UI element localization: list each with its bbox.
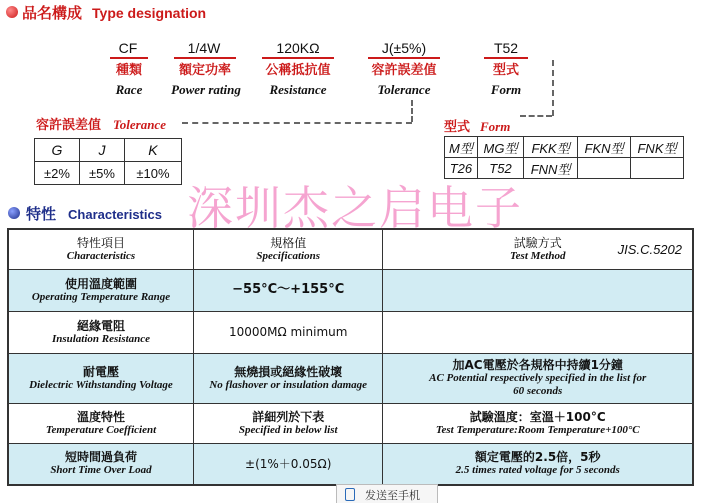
header-test-cn: 試驗方式: [513, 235, 562, 250]
tolerance-label: [36, 114, 166, 134]
tolerance-table: [34, 138, 182, 185]
row-test-cn: 試驗溫度：室溫＋100°C: [469, 409, 606, 424]
designation-heading: [22, 2, 206, 23]
header-test-en: Test Method: [509, 249, 566, 262]
part-code-tolerance: J(±5%): [381, 40, 427, 56]
row-test: [383, 269, 693, 311]
header-item-cn: 特性項目: [76, 235, 125, 250]
send-to-phone-label: 发送至手机: [365, 489, 420, 502]
row-item-en: Dielectric Withstanding Voltage: [29, 378, 173, 391]
row-test: [383, 311, 693, 353]
header-standard: JIS.C.5202: [617, 242, 682, 257]
row-item: [8, 443, 193, 485]
form-label: [444, 116, 510, 136]
watermark-text: 深圳杰之启电子: [187, 181, 523, 235]
header-item-en: Characteristics: [66, 249, 136, 262]
table-row: [8, 443, 693, 485]
tolerance-value: ±10%: [124, 162, 181, 185]
table-row: [8, 269, 693, 311]
row-item: [8, 311, 193, 353]
part-en-form: Form: [490, 82, 522, 97]
bullet-icon: [8, 207, 20, 219]
table-row: [8, 353, 693, 403]
form-cell: T26: [445, 158, 478, 179]
tolerance-label-en: Tolerance: [113, 117, 166, 132]
header-item: [8, 229, 193, 269]
row-item-cn: 短時間過負荷: [64, 450, 137, 465]
tolerance-letter: J: [79, 139, 124, 162]
row-item-en: Temperature Coefficient: [45, 423, 157, 436]
row-item-en: Insulation Resistance: [51, 332, 151, 345]
part-code-resistance: 120KΩ: [276, 40, 320, 56]
tolerance-value: ±5%: [79, 162, 124, 185]
form-label-cn: 型式: [444, 120, 471, 135]
part-en-resistance: Resistance: [269, 82, 327, 97]
row-spec-cn: ±(1%＋0.05Ω): [245, 456, 332, 471]
row-test-en: 2.5 times rated voltage for 5 seconds: [455, 464, 620, 477]
form-cell: FKN型: [578, 137, 631, 158]
characteristics-title-cn: 特性: [26, 205, 57, 223]
part-code-power: 1/4W: [187, 40, 221, 56]
part-en-tolerance: Tolerance: [377, 82, 431, 97]
connector-line: [411, 100, 413, 122]
row-test-en-2: 60 seconds: [513, 385, 563, 397]
form-cell: FNK型: [631, 137, 684, 158]
row-spec: [193, 403, 382, 443]
row-item: [8, 353, 193, 403]
characteristics-heading: [26, 203, 162, 224]
row-item-en: Operating Temperature Range: [31, 290, 171, 303]
row-spec: [193, 311, 382, 353]
row-test-cn: 加AC電壓於各規格中持續1分鐘: [452, 358, 623, 372]
row-test-en: Test Temperature:Room Temperature+100°C: [435, 423, 640, 436]
row-test-en: AC Potential respectively specified in the list for: [429, 372, 647, 384]
row-test: [383, 353, 693, 403]
row-spec-cn: 10000MΩ minimum: [228, 325, 348, 339]
part-en-power: Power rating: [171, 82, 241, 97]
form-cell: MG型: [477, 137, 523, 158]
form-label-en: Form: [480, 119, 511, 134]
connector-line: [182, 122, 412, 124]
characteristics-title-en: Characteristics: [68, 207, 162, 222]
tolerance-letter: K: [124, 139, 181, 162]
tolerance-letter: G: [35, 139, 80, 162]
connector-line: [520, 115, 552, 117]
part-cn-resistance: 公稱抵抗值: [265, 63, 331, 78]
row-item: [8, 403, 193, 443]
header-test: [383, 229, 693, 269]
bullet-icon: [6, 6, 18, 18]
part-code-form: T52: [493, 40, 519, 56]
table-header-row: [8, 229, 693, 269]
part-cn-tolerance: 容許誤差值: [371, 63, 437, 78]
send-to-phone-button[interactable]: [336, 484, 438, 503]
form-cell: FKK型: [524, 137, 578, 158]
connector-line: [552, 60, 554, 116]
row-spec-en: No flashover or insulation damage: [209, 378, 368, 391]
part-cn-race: 種類: [115, 63, 142, 78]
part-cn-power: 額定功率: [178, 63, 231, 78]
table-row: [8, 311, 693, 353]
tolerance-label-cn: 容許誤差值: [36, 118, 102, 133]
row-test-cn: 額定電壓的2.5倍，5秒: [474, 450, 601, 465]
row-test: [383, 443, 693, 485]
form-cell: FNN型: [524, 158, 578, 179]
phone-icon: [345, 488, 355, 501]
row-spec-cn: 詳細列於下表: [252, 409, 325, 424]
row-item-cn: 溫度特性: [76, 409, 125, 424]
designation-title-cn: 品名構成: [22, 4, 83, 22]
header-spec-cn: 規格值: [270, 235, 307, 250]
row-spec: [193, 353, 382, 403]
row-spec: [193, 269, 382, 311]
row-item-cn: 耐電壓: [82, 364, 119, 379]
form-cell: M型: [445, 137, 478, 158]
row-test: [383, 403, 693, 443]
table-row: [8, 403, 693, 443]
row-spec: [193, 443, 382, 485]
part-cn-form: 型式: [492, 63, 519, 78]
tolerance-value: ±2%: [35, 162, 80, 185]
form-cell: T52: [477, 158, 523, 179]
row-spec-en: Specified in below list: [238, 423, 338, 436]
row-item-cn: 絕緣電阻: [76, 318, 125, 333]
row-spec-cn: −55°C～+155°C: [232, 282, 345, 297]
form-table: [444, 136, 684, 179]
row-item-cn: 使用溫度範圍: [64, 276, 137, 291]
header-spec-en: Specifications: [256, 249, 320, 262]
form-cell: [578, 158, 631, 179]
characteristics-table: [7, 228, 694, 486]
designation-title-en: Type designation: [92, 5, 207, 21]
header-spec: [193, 229, 382, 269]
row-item: [8, 269, 193, 311]
row-spec-cn: 無燒損或絕緣性破壞: [234, 364, 343, 379]
row-item-en: Short Time Over Load: [50, 464, 152, 477]
part-en-race: Race: [115, 82, 143, 97]
part-code-race: CF: [118, 40, 138, 56]
form-cell: [631, 158, 684, 179]
